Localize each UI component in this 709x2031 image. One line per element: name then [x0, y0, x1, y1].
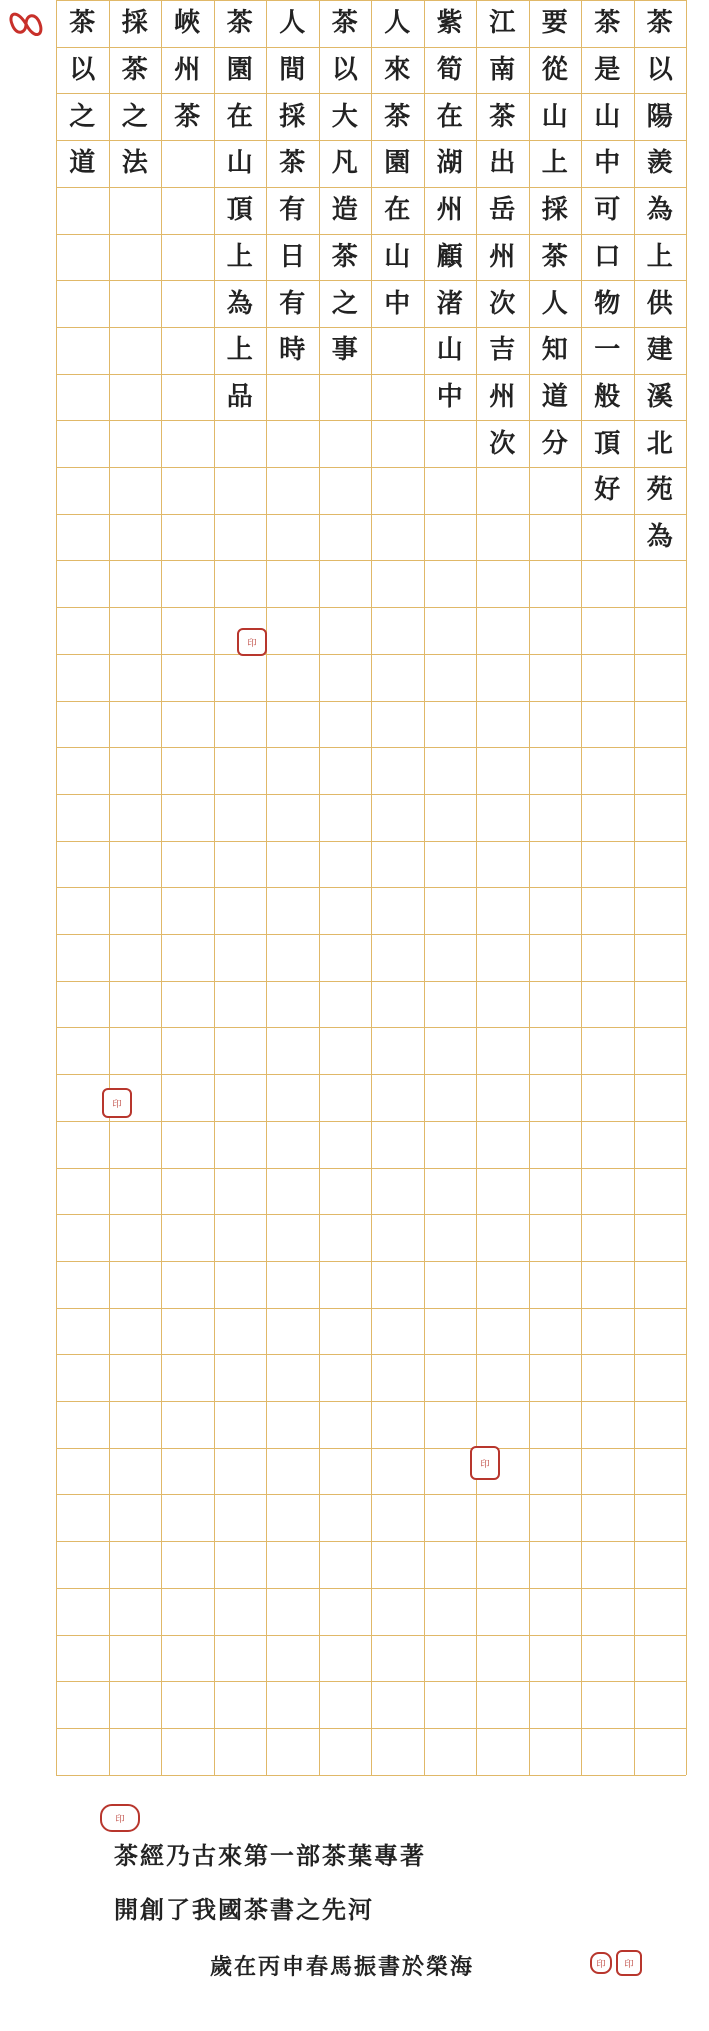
- character-cell: 有: [279, 195, 306, 226]
- character-cell: 以: [331, 55, 358, 86]
- character-cell: 來: [384, 55, 411, 86]
- character-cell: 茶: [69, 8, 96, 39]
- grid-line-horizontal: [56, 1308, 686, 1309]
- character-cell: 事: [331, 335, 358, 366]
- character-cell: 峽: [174, 8, 201, 39]
- character-cell: 道: [541, 381, 568, 412]
- character-cell: 上: [226, 335, 253, 366]
- character-cell: 品: [226, 381, 253, 412]
- character-cell: 州: [489, 381, 516, 412]
- character-cell: 江: [489, 8, 516, 39]
- grid-line-horizontal: [56, 841, 686, 842]
- character-cell: 山: [594, 101, 621, 132]
- character-cell: 為: [646, 195, 673, 226]
- character-cell: 在: [436, 101, 463, 132]
- character-cell: 要: [541, 8, 568, 39]
- grid-line-horizontal: [56, 514, 686, 515]
- character-cell: 上: [646, 241, 673, 272]
- character-cell: 物: [594, 288, 621, 319]
- character-cell: 採: [279, 101, 306, 132]
- grid-line-horizontal: [56, 1635, 686, 1636]
- seal-stamp: 印: [102, 1088, 132, 1118]
- character-cell: 是: [594, 55, 621, 86]
- grid-line-horizontal: [56, 1728, 686, 1729]
- character-cell: 北: [646, 428, 673, 459]
- character-cell: 採: [121, 8, 148, 39]
- character-cell: 時: [279, 335, 306, 366]
- grid-line-horizontal: [56, 1354, 686, 1355]
- seal-stamp: 印: [616, 1950, 642, 1976]
- character-cell: 為: [646, 522, 673, 553]
- character-cell: 日: [279, 241, 306, 272]
- character-cell: 在: [226, 101, 253, 132]
- seal-stamp: 印: [237, 628, 267, 656]
- character-cell: 上: [226, 241, 253, 272]
- character-cell: 口: [594, 241, 621, 272]
- character-cell: 採: [541, 195, 568, 226]
- grid-line-horizontal: [56, 887, 686, 888]
- character-cell: 間: [279, 55, 306, 86]
- character-cell: 出: [489, 148, 516, 179]
- grid-line-horizontal: [56, 1027, 686, 1028]
- character-cell: 茶: [331, 241, 358, 272]
- grid-line-horizontal: [56, 1074, 686, 1075]
- character-cell: 筍: [436, 55, 463, 86]
- character-cell: 為: [226, 288, 253, 319]
- character-cell: 紫: [436, 8, 463, 39]
- character-cell: 顧: [436, 241, 463, 272]
- character-cell: 之: [121, 101, 148, 132]
- character-cell: 可: [594, 195, 621, 226]
- character-cell: 有: [279, 288, 306, 319]
- character-cell: 般: [594, 381, 621, 412]
- character-cell: 分: [541, 428, 568, 459]
- character-cell: 園: [384, 148, 411, 179]
- character-cell: 之: [69, 101, 96, 132]
- infinity-mark-icon: [6, 4, 46, 44]
- colophon: [50, 1800, 700, 2020]
- character-cell: 從: [541, 55, 568, 86]
- character-cell: 茶: [226, 8, 253, 39]
- grid-line-horizontal: [56, 1214, 686, 1215]
- character-cell: 岳: [489, 195, 516, 226]
- character-cell: 茶: [489, 101, 516, 132]
- character-cell: 山: [384, 241, 411, 272]
- colophon-line-3: 歲在丙申春馬振書於榮海: [210, 1954, 475, 1980]
- grid-line-horizontal: [56, 1121, 686, 1122]
- character-cell: 供: [646, 288, 673, 319]
- character-cell: 知: [541, 335, 568, 366]
- character-cell: 中: [594, 148, 621, 179]
- grid-line-horizontal: [56, 1541, 686, 1542]
- character-cell: 吉: [489, 335, 516, 366]
- character-cell: 園: [226, 55, 253, 86]
- character-cell: 建: [646, 335, 673, 366]
- character-cell: 茶: [174, 101, 201, 132]
- character-cell: 人: [279, 8, 306, 39]
- character-cell: 中: [384, 288, 411, 319]
- character-cell: 以: [646, 55, 673, 86]
- grid-line-horizontal: [56, 1681, 686, 1682]
- character-cell: 羨: [646, 148, 673, 179]
- grid-line-horizontal: [56, 1261, 686, 1262]
- grid-line-horizontal: [56, 934, 686, 935]
- character-cell: 頂: [594, 428, 621, 459]
- character-cell: 州: [489, 241, 516, 272]
- character-cell: 苑: [646, 475, 673, 506]
- character-cell: 茶: [279, 148, 306, 179]
- character-cell: 凡: [331, 148, 358, 179]
- character-cell: 道: [69, 148, 96, 179]
- character-cell: 在: [384, 195, 411, 226]
- character-cell: 山: [436, 335, 463, 366]
- character-cell: 南: [489, 55, 516, 86]
- manuscript-grid: [56, 0, 686, 1775]
- character-cell: 人: [384, 8, 411, 39]
- character-cell: 造: [331, 195, 358, 226]
- grid-line-horizontal: [56, 560, 686, 561]
- character-cell: 上: [541, 148, 568, 179]
- character-cell: 州: [436, 195, 463, 226]
- character-cell: 茶: [541, 241, 568, 272]
- character-cell: 之: [331, 288, 358, 319]
- character-cell: 陽: [646, 101, 673, 132]
- grid-line-horizontal: [56, 794, 686, 795]
- grid-line-horizontal: [56, 701, 686, 702]
- character-cell: 中: [436, 381, 463, 412]
- grid-line-horizontal: [56, 1775, 686, 1776]
- colophon-line-1: 茶經乃古來第一部茶葉專著: [114, 1841, 426, 1870]
- grid-line-vertical: [686, 0, 687, 1775]
- character-cell: 茶: [384, 101, 411, 132]
- grid-line-horizontal: [56, 1494, 686, 1495]
- grid-line-horizontal: [56, 1588, 686, 1589]
- seal-stamp: 印: [470, 1446, 500, 1480]
- character-cell: 好: [594, 475, 621, 506]
- character-cell: 法: [121, 148, 148, 179]
- seal-stamp: 印: [100, 1804, 140, 1832]
- grid-line-horizontal: [56, 607, 686, 608]
- character-cell: 湖: [436, 148, 463, 179]
- character-cell: 山: [541, 101, 568, 132]
- character-cell: 茶: [594, 8, 621, 39]
- character-cell: 一: [594, 335, 621, 366]
- grid-line-horizontal: [56, 1448, 686, 1449]
- grid-line-horizontal: [56, 981, 686, 982]
- grid-line-horizontal: [56, 747, 686, 748]
- character-cell: 頂: [226, 195, 253, 226]
- character-cell: 溪: [646, 381, 673, 412]
- character-cell: 次: [489, 428, 516, 459]
- character-cell: 渚: [436, 288, 463, 319]
- seal-stamp: 印: [590, 1952, 612, 1974]
- character-cell: 以: [69, 55, 96, 86]
- character-cell: 州: [174, 55, 201, 86]
- character-cell: 人: [541, 288, 568, 319]
- colophon-line-2: 開創了我國茶書之先河: [114, 1895, 374, 1924]
- character-cell: 茶: [331, 8, 358, 39]
- character-cell: 茶: [646, 8, 673, 39]
- character-cell: 山: [226, 148, 253, 179]
- grid-line-horizontal: [56, 654, 686, 655]
- grid-line-horizontal: [56, 1401, 686, 1402]
- character-cell: 茶: [121, 55, 148, 86]
- grid-line-horizontal: [56, 1168, 686, 1169]
- character-cell: 次: [489, 288, 516, 319]
- character-cell: 大: [331, 101, 358, 132]
